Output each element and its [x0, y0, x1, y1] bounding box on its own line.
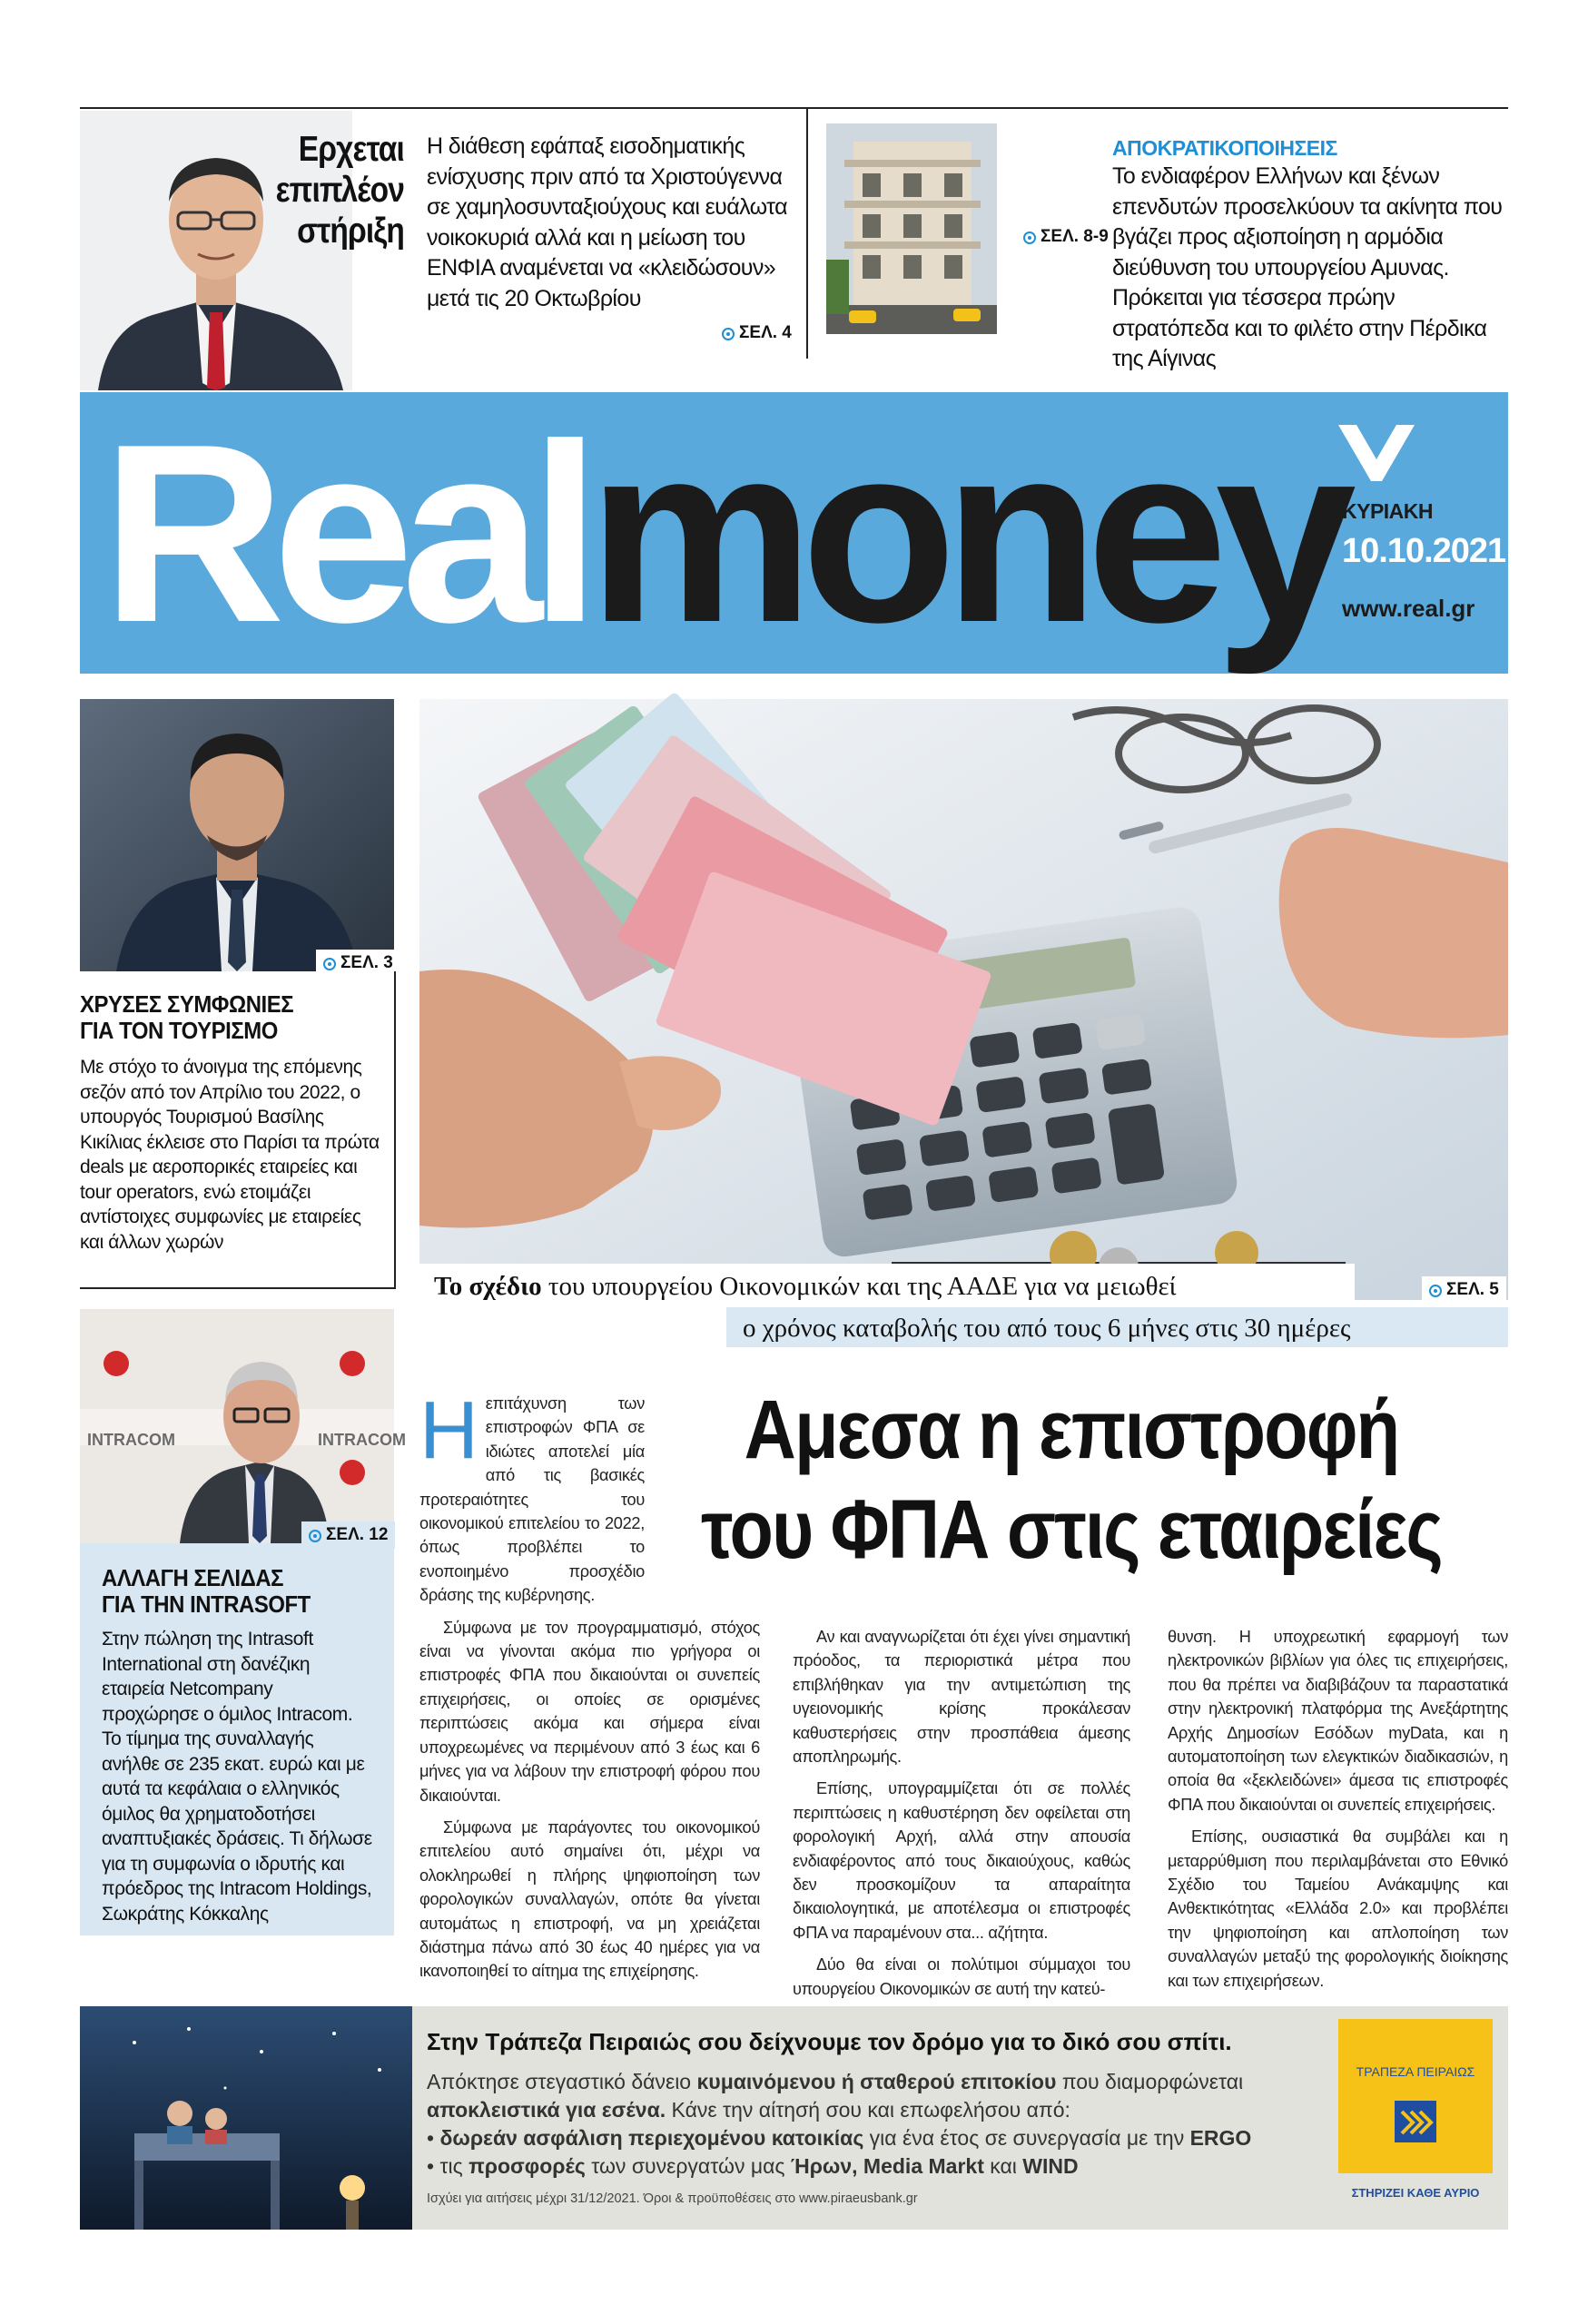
- main-headline-line: του ΦΠΑ στις εταιρείες: [701, 1483, 1442, 1576]
- masthead-url[interactable]: www.real.gr: [1342, 595, 1475, 622]
- ad-text-part: και: [983, 2154, 1023, 2178]
- ad-text-bold: WIND: [1022, 2154, 1079, 2178]
- ad-text-bold: αποκλειστικά για εσένα.: [427, 2098, 666, 2122]
- teaser-left-title-line: επιπλέον: [275, 171, 404, 210]
- ad-text-part: για ένα έτος σε συνεργασία με την: [863, 2126, 1190, 2150]
- bank-name: ΤΡΑΠΕΖΑ ΠΕΙΡΑΙΩΣ: [1356, 2064, 1475, 2079]
- body-paragraph: Επίσης, ουσιαστικά θα συμβάλει και η μεταρρύθμιση που περιλαμβάνεται στο Εθνικό Σχέδιο του Ταμείου Ανάκαμψης και Ανθεκτικότητας «Ελλάδα 2.0» και προβλέπει την ψηφιοποίηση και απλοποίηση των συναλλαγών μεταξύ της φορολογικής διοίκησης και των επιχειρήσεων.: [1168, 1827, 1508, 1990]
- body-paragraph: θυνση. Η υποχρεωτική εφαρμογή των ηλεκτρονικών βιβλίων για όλες τις επιχειρήσεις, που θα πρέπει να διαβιβάζουν τα παραστατικά στην ηλεκτρονική πλατφόρμα της Ανεξάρτητης Αρχής Δημοσίων Εσόδων myData, και η αυτοματοποίηση των ελεγκτικών διαδικασιών, η οποία θα «ξεκλειδώνει» άμεσα τις επιστροφές ΦΠΑ που δικαιούνται οι συνεπείς επιχειρήσεις.: [1168, 1628, 1508, 1814]
- body-paragraph: επιτάχυνση των επιστροφών ΦΠΑ σε ιδιώτες αποτελεί μία από τις βασικές προτεραιότητες του οικονομικού επιτελείου το 2022, όπως προβλέπει το ενοποιημένο προσχέδιο δράσης της κυβέρνησης.: [419, 1394, 645, 1605]
- teaser-left-title-line: Ερχεται: [298, 130, 404, 169]
- ad-text-bold: προσφορές: [469, 2154, 586, 2178]
- side-story-2-title-line: ΑΛΛΑΓΗ ΣΕΛΙΔΑΣ: [102, 1564, 284, 1591]
- target-icon: [1429, 1285, 1442, 1297]
- side-story-1-page-ref[interactable]: [316, 950, 400, 977]
- masthead-logo[interactable]: [102, 392, 1344, 679]
- bank-slogan: ΣΤΗΡΙΖΕΙ ΚΑΘΕ ΑΥΡΙΟ: [1351, 2186, 1480, 2200]
- body-paragraph: Δύο θα είναι οι πολύτιμοι σύμμαχοι του υπουργείου Οικονομικών σε αυτή την κατεύ-: [793, 1955, 1130, 1998]
- target-icon: [1023, 231, 1036, 244]
- ad-text-bold: κυμαινόμενου ή σταθερού επιτοκίου: [696, 2070, 1057, 2093]
- teaser-right-page-ref[interactable]: [1023, 227, 1109, 247]
- main-headline-line: Αμεσα η επιστροφή: [744, 1384, 1399, 1476]
- side-story-1-title-line: ΧΡΥΣΕΣ ΣΥΜΦΩΝΙΕΣ: [80, 990, 294, 1018]
- bank-ad-text: [427, 2068, 1280, 2181]
- top-rule: [80, 107, 1508, 109]
- page-ref-label: ΣΕΛ. 12: [326, 1525, 389, 1544]
- main-sub-line2-text: ο χρόνος καταβολής του από τους 6 μήνες στις 30 ημέρες: [743, 1314, 1351, 1343]
- target-icon: [309, 1530, 321, 1542]
- ad-text-part: των συνεργατών μας: [585, 2154, 791, 2178]
- ad-text-part: τις: [439, 2154, 469, 2178]
- bank-ad-title: Στην Τράπεζα Πειραιώς σου δείχνουμε τον δρόμο για το δικό σου σπίτι.: [427, 2028, 1232, 2055]
- logo-real: Real: [102, 392, 588, 675]
- side-story-2-page-ref[interactable]: [301, 1521, 395, 1549]
- side-story-1-title-line: ΓΙΑ ΤΟΝ ΤΟΥΡΙΣΜΟ: [80, 1017, 278, 1044]
- teaser-right-kicker: ΑΠΟΚΡΑΤΙΚΟΠΟΙΗΣΕΙΣ: [1112, 136, 1337, 160]
- teaser-left-title[interactable]: [268, 129, 405, 251]
- side-story-1-side-rule: [394, 971, 396, 1289]
- main-body-col-3: [1168, 1625, 1508, 2001]
- side-story-2-title[interactable]: [102, 1565, 369, 1618]
- body-paragraph: Σύμφωνα με τον προγραμματισμό, στόχος είναι να γίνονται ακόμα πιο γρήγορα οι επιστροφές ΦΠΑ που δικαιούνται οι συνεπείς επιχειρήσεις, οι οποίες σε ορισμένες περιπτώσεις ακόμα και σήμερα είναι υποχρεωμένες να περιμένουν από 3 έως και 6 μήνες για να λάβουν την επιστροφή φόρου που δικαιούνται.: [419, 1618, 760, 1805]
- side-story-1-photo: [80, 699, 394, 971]
- side-story-1-title[interactable]: [80, 991, 369, 1044]
- side-story-2-text: Στην πώληση της Intrasoft International στη δανέζικη εταιρεία Netcompany προχώρησε ο όμιλος Intracom. Το τίμημα της συναλλαγής ανήλθε σε 235 εκατ. ευρώ και με αυτά τα κεφάλαια ο ελληνικός όμιλος θα χρηματοδοτήσει αναπτυξιακές δράσεις. Τι δήλωσε για τη συμφωνία ο ιδρυτής και πρόεδρος της Intracom Holdings, Σωκράτης Κόκκαλης: [102, 1629, 372, 1925]
- main-body-col-1: [419, 1385, 760, 1992]
- side-story-2-title-line: ΓΙΑ ΤΗΝ INTRASOFT: [102, 1590, 311, 1618]
- teaser-right-photo: [826, 123, 997, 334]
- ad-text-part: Κάνε την αίτησή σου και επωφελήσου από:: [666, 2098, 1070, 2122]
- main-sub-bold: Το σχέδιο: [434, 1272, 542, 1301]
- ad-text-bold: Ήρων, Media Markt: [790, 2154, 984, 2178]
- bank-ad-footnote: Ισχύει για αιτήσεις μέχρι 31/12/2021. Όροι & προϋποθέσεις στο www.piraeusbank.gr: [427, 2191, 918, 2206]
- bank-logo-box[interactable]: [1338, 2019, 1493, 2173]
- page-ref-label: ΣΕΛ. 5: [1446, 1280, 1499, 1299]
- bullet-icon: •: [427, 2154, 440, 2178]
- main-headline[interactable]: [681, 1380, 1462, 1580]
- photo-banner-text: INTRACOM: [318, 1431, 406, 1449]
- photo-banner-text: INTRACOM: [87, 1431, 175, 1449]
- ad-text-bold: ERGO: [1189, 2126, 1252, 2150]
- bullet-icon: •: [427, 2126, 440, 2150]
- bank-logo-icon: [1395, 2101, 1436, 2142]
- body-paragraph: Επίσης, υπογραμμίζεται ότι σε πολλές περιπτώσεις η καθυστέρηση δεν οφείλεται στη φορολογική Αρχή, αλλά στην απουσία ενδιαφέροντος από τους δικαιούχους, καθώς δεν προσκομίζουν τα απαραίτητα δικαιολογητικά, με αποτέλεσμα οι επιστροφές ΦΠΑ να παραμένουν στα... αζήτητα.: [793, 1779, 1130, 1942]
- masthead-date: 10.10.2021: [1342, 532, 1506, 570]
- main-photo: [419, 699, 1508, 1300]
- teaser-divider: [806, 109, 808, 359]
- ad-text-part: Απόκτησε στεγαστικό δάνειο: [427, 2070, 697, 2093]
- main-sub-rest: του υπουργείου Οικονομικών και της ΑΑΔΕ για να μειωθεί: [541, 1272, 1177, 1301]
- target-icon: [722, 328, 735, 340]
- logo-money: money: [587, 392, 1344, 675]
- page-ref-label: ΣΕΛ. 3: [340, 953, 393, 972]
- teaser-left-page-ref[interactable]: [722, 323, 792, 343]
- side-story-1-text: Με στόχο το άνοιγμα της επόμενης σεζόν από τον Απρίλιο του 2022, ο υπουργός Τουρισμού Βασίλης Κικίλιας έκλεισε στο Παρίσι τα πρώτα deals με αεροπορικές εταιρείες και tour operators, ενώ ετοιμάζει αντίστοιχες συμφωνίες με εταιρείες και άλλων χωρών: [80, 1057, 380, 1253]
- body-paragraph: Αν και αναγνωρίζεται ότι έχει γίνει σημαντική πρόοδος, τα περιοριστικά μέτρα που επιβλήθηκαν για την αντιμετώπιση της υγειονομικής κρίσης προκάλεσαν καθυστερήσεις στην προσπάθεια άμεσης αποπληρωμής.: [793, 1628, 1130, 1767]
- main-sub-line1-text[interactable]: [434, 1270, 1176, 1303]
- teaser-right-text[interactable]: Το ενδιαφέρον Ελλήνων και ξένων επενδυτών προσελκύουν τα ακίνητα που βγάζει προς αξιοποίηση η αρμόδια διεύθυνση του υπουργείου Αμυνας. Πρόκειται για τέσσερα πρώην στρατόπεδα και το φιλέτο στην Πέρδικα της Αίγινας: [1112, 163, 1503, 371]
- page-ref-label: ΣΕΛ. 4: [739, 323, 792, 342]
- side-story-1-rule: [80, 1287, 394, 1289]
- main-page-ref[interactable]: [1422, 1276, 1506, 1304]
- brand-v-icon: [1335, 419, 1418, 485]
- drop-cap: Η: [419, 1385, 478, 1476]
- target-icon: [323, 958, 336, 970]
- bank-ad-photo: [80, 2006, 412, 2230]
- teaser-left-title-line: στήριξη: [297, 212, 404, 251]
- ad-text-bold: δωρεάν ασφάλιση περιεχομένου κατοικίας: [439, 2126, 864, 2150]
- ad-text-part: που διαμορφώνεται: [1056, 2070, 1244, 2093]
- side-story-2-photo: [80, 1309, 406, 1543]
- teaser-left-text: Η διάθεση εφάπαξ εισοδηματικής ενίσχυσης πριν από τα Χριστούγεννα σε χαμηλοσυνταξιούχους και ευάλωτα νοικοκυριά αλλά και η μείωση του ΕΝΦΙΑ αναμένεται να «κλειδώσουν» μετά τις 20 Οκτωβρίου: [427, 133, 787, 311]
- masthead-day: ΚΥΡΙΑΚΗ: [1342, 499, 1434, 523]
- main-body-col-2: [793, 1625, 1130, 2009]
- page-ref-label: ΣΕΛ. 8-9: [1041, 227, 1109, 246]
- body-paragraph: Σύμφωνα με παράγοντες του οικονομικού επιτελείου αυτό σημαίνει ότι, μέχρι να ολοκληρωθεί η πλήρης ψηφιοποίηση των φορολογικών συναλλαγών, οπότε θα γίνεται αυτομάτως η επιστροφή, να μη χρειάζεται διάστημα πάνω από 30 έως 40 ημέρες για να ικανοποιηθεί το αίτημα της επιχείρησης.: [419, 1817, 760, 1981]
